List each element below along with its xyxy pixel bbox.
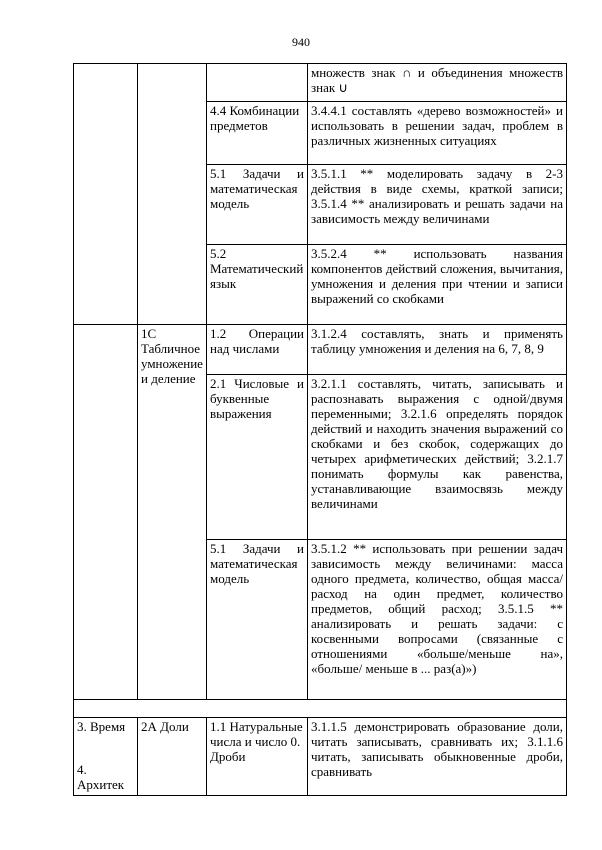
cell-section xyxy=(74,325,138,700)
plan-table xyxy=(73,63,567,796)
cell-subsection: 1С Табличное умножение и деление xyxy=(138,325,207,700)
spacer xyxy=(77,734,134,748)
cell-objective: 3.1.2.4 составлять, знать и применять таблицу умножения и деления на 6, 7, 8, 9 xyxy=(308,325,567,375)
quarter-row xyxy=(74,700,567,718)
table-row xyxy=(74,325,567,375)
cell-topic: 1.2 Операции над числами xyxy=(207,325,308,375)
cell-subsection xyxy=(138,64,207,325)
page-number: 940 xyxy=(292,35,310,49)
cell-subsection: 2А Доли xyxy=(138,718,207,796)
cell-objective: 3.2.1.1 составлять, читать, записывать и распознавать выражения с одной/двумя переменными; 3.2.1.6 определять порядок действий и находить значения выражений со скобками и без скобок, содержащих до четырех арифметических действий; 3.2.1.7 понимать формулы как равенства, устанавливающие взаимосвязь между величинами xyxy=(308,375,567,540)
spacer xyxy=(77,748,134,762)
section-title: 3. Время xyxy=(77,719,126,734)
cell-objective: 3.5.1.1 ** моделировать задачу в 2-3 действия в виде схемы, краткой записи; 3.5.1.4 ** анализировать и решать задачи на зависимость между величинами xyxy=(308,165,567,245)
cell-topic: 5.2 Математический язык xyxy=(207,245,308,325)
table-row xyxy=(74,718,567,796)
cell-topic: 1.1 Натуральные числа и число 0. Дроби xyxy=(207,718,308,796)
section-title: 4. Архитек xyxy=(77,762,125,792)
cell-objective: 3.5.2.4 ** использовать названия компонентов действий сложения, вычитания, умножения и деления при чтении и записи выражений со скобками xyxy=(308,245,567,325)
table-row xyxy=(74,64,567,102)
cell-objective: 3.4.4.1 составлять «дерево возможностей» и использовать в решении задач, проблем в различных жизненных ситуациях xyxy=(308,102,567,165)
cell-objective: множеств знак ∩ и объединения множеств знак ∪ xyxy=(308,64,567,102)
cell-topic: 5.1 Задачи и математическая модель xyxy=(207,165,308,245)
cell-objective: 3.1.1.5 демонстрировать образование доли, читать записывать, сравнивать их; 3.1.1.6 читать, записывать обыкновенные дроби, сравнивать xyxy=(308,718,567,796)
quarter-heading xyxy=(74,700,567,718)
cell-section xyxy=(74,718,138,796)
cell-section xyxy=(74,64,138,325)
cell-topic xyxy=(207,64,308,102)
cell-topic: 2.1 Числовые и буквенные выражения xyxy=(207,375,308,540)
cell-topic: 4.4 Комбинации предметов xyxy=(207,102,308,165)
cell-topic: 5.1 Задачи и математическая модель xyxy=(207,540,308,700)
cell-objective: 3.5.1.2 ** использовать при решении задач зависимость между величинами: масса одного предмета, количество, общая масса/ расход на один предмет, количество предметов, общий расход; 3.5.1.5 ** анализировать и решать задачи: с косвенными вопросами (связанные с отношениями «больше/меньше на», «больше/ меньше в ... раз(а)») xyxy=(308,540,567,700)
